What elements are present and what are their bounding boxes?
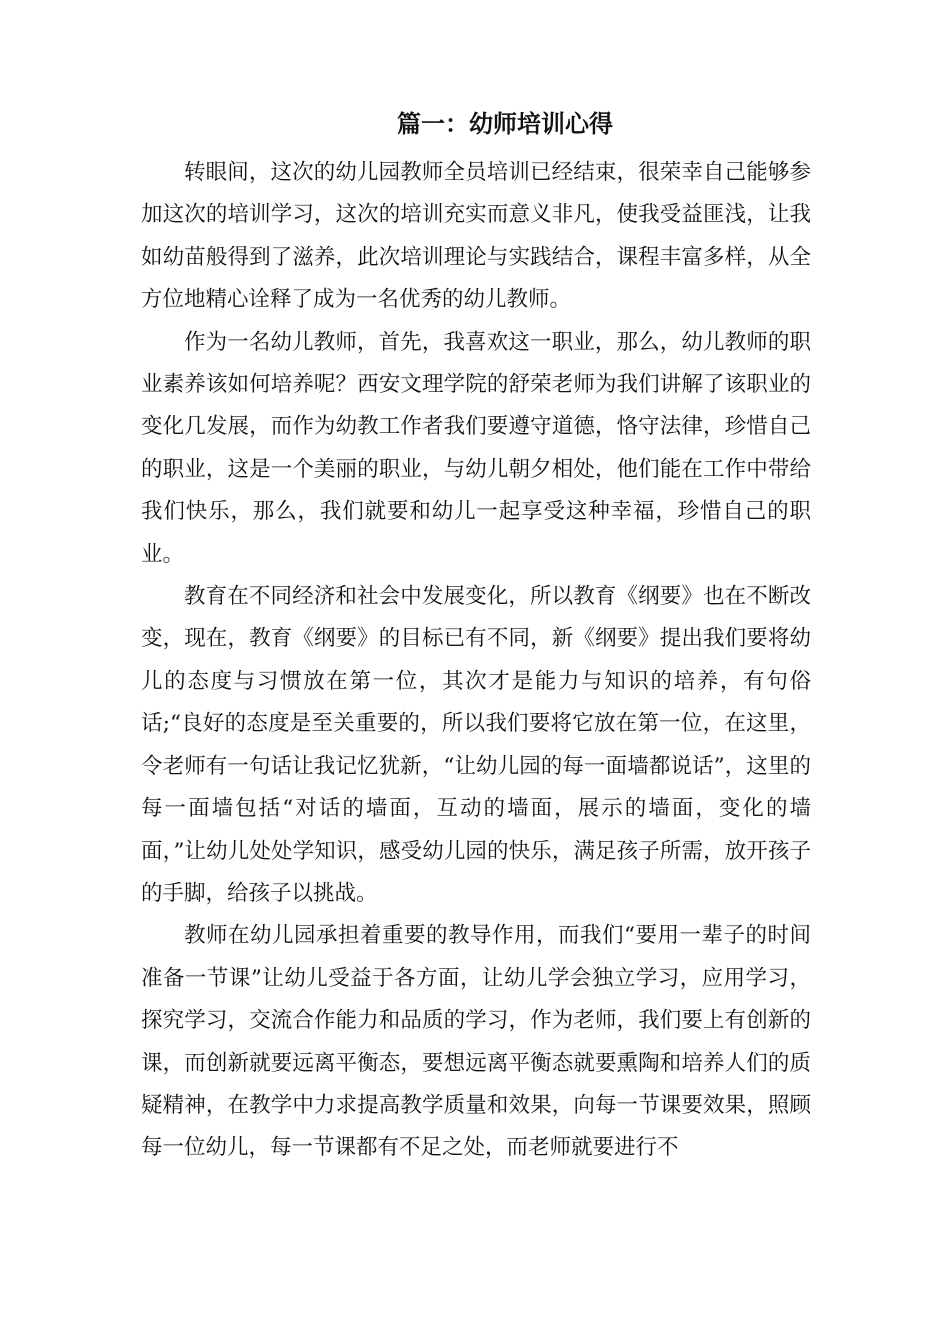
paragraph: 教师在幼儿园承担着重要的教导作用，而我们“要用一辈子的时间准备一节课”让幼儿受益于各方面，让幼儿学会独立学习，应用学习，探究学习，交流合作能力和品质的学习，作为老师，我们要上有创新的课，而创新就要远离平衡态，要想远离平衡态就要熏陶和培养人们的质疑精神，在教学中力求提高教学质量和效果，向每一节课要效果，照顾每一位幼儿，每一节课都有不足之处，而老师就要进行不	[141, 923, 811, 1161]
paragraph: 作为一名幼儿教师，首先，我喜欢这一职业，那么，幼儿教师的职业素养该如何培养呢？西安文理学院的舒荣老师为我们讲解了该职业的变化几发展，而作为幼教工作者我们要遵守道德，恪守法律，珍惜自己的职业，这是一个美丽的职业，与幼儿朝夕相处，他们能在工作中带给我们快乐，那么，我们就要和幼儿一起享受这种幸福，珍惜自己的职业。	[141, 329, 811, 567]
document-title: 篇一：幼师培训心得	[397, 110, 613, 138]
document-body	[141, 152, 811, 1170]
paragraph: 转眼间，这次的幼儿园教师全员培训已经结束，很荣幸自己能够参加这次的培训学习，这次的培训充实而意义非凡，使我受益匪浅，让我如幼苗般得到了滋养，此次培训理论与实践结合，课程丰富多样，从全方位地精心诠释了成为一名优秀的幼儿教师。	[141, 160, 811, 313]
paragraph: 教育在不同经济和社会中发展变化，所以教育《纲要》也在不断改变，现在，教育《纲要》的目标已有不同，新《纲要》提出我们要将幼儿的态度与习惯放在第一位，其次才是能力与知识的培养，有句俗话;“良好的态度是至关重要的，所以我们要将它放在第一位，在这里，令老师有一句话让我记忆犹新，“让幼儿园的每一面墙都说话”，这里的每一面墙包括“对话的墙面，互动的墙面，展示的墙面，变化的墙面，”让幼儿处处学知识，感受幼儿园的快乐，满足孩子所需，放开孩子的手脚，给孩子以挑战。	[141, 584, 811, 906]
